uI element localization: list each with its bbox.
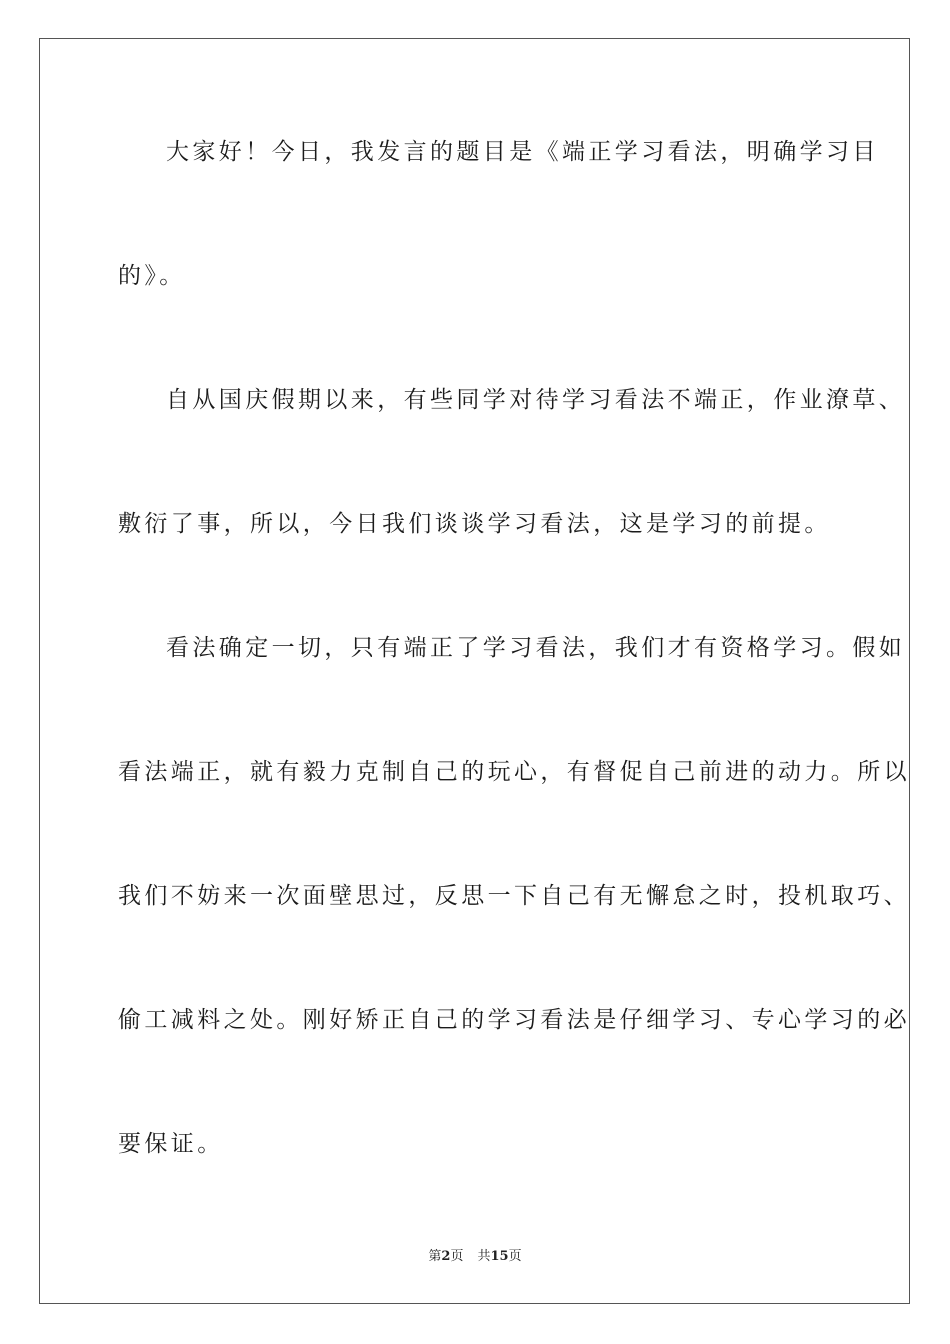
- total-prefix: 共: [477, 1249, 491, 1264]
- page-suffix: 页: [450, 1249, 464, 1264]
- paragraph-2-line-2: 敷衍了事，所以，今日我们谈谈学习看法，这是学习的前提。: [118, 511, 831, 537]
- paragraph-3-line-4: 偷工减料之处。刚好矫正自己的学习看法是仔细学习、专心学习的必: [118, 1007, 910, 1033]
- page-footer: [0, 1248, 950, 1266]
- page-frame: [39, 38, 910, 1304]
- paragraph-1-line-1: 大家好！今日，我发言的题目是《端正学习看法，明确学习目: [166, 139, 879, 165]
- paragraph-3-line-2: 看法端正，就有毅力克制自己的玩心，有督促自己前进的动力。所以: [118, 759, 910, 785]
- paragraph-3-line-1: 看法确定一切，只有端正了学习看法，我们才有资格学习。假如: [166, 635, 906, 661]
- paragraph-1-line-2: 的》。: [118, 263, 186, 289]
- paragraph-2-line-1: 自从国庆假期以来，有些同学对待学习看法不端正，作业潦草、: [166, 387, 906, 413]
- total-suffix: 页: [508, 1249, 522, 1264]
- paragraph-3-line-5: 要保证。: [118, 1131, 224, 1157]
- paragraph-3-line-3: 我们不妨来一次面壁思过，反思一下自己有无懈怠之时，投机取巧、: [118, 883, 910, 909]
- page-number: 2: [441, 1249, 451, 1264]
- page-prefix: 第: [428, 1249, 442, 1264]
- total-pages: 15: [490, 1249, 509, 1264]
